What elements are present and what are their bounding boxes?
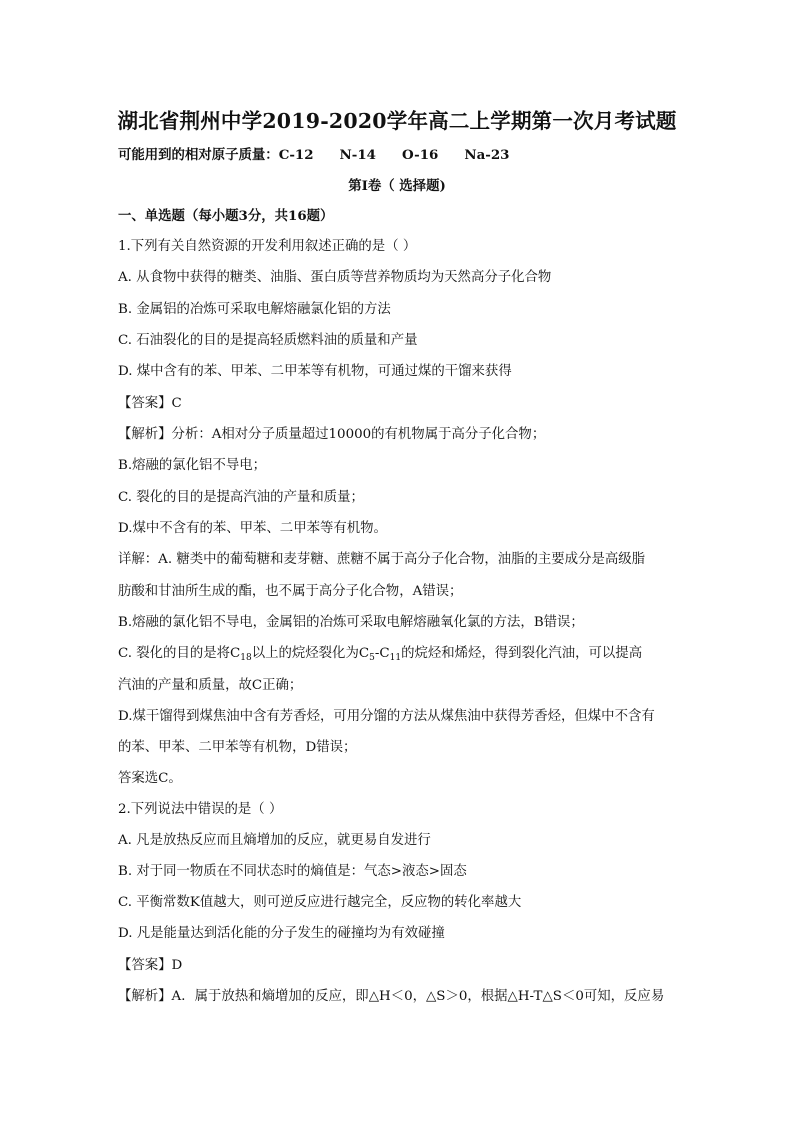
analysis-line: 肪酸和甘油所生成的酯，也不属于高分子化合物，A错误； (118, 584, 463, 599)
atomic-mass-item: O-16 (401, 147, 439, 163)
atomic-mass-item: C-12 (278, 147, 314, 163)
question-option: D. 凡是能量达到活化能的分子发生的碰撞均为有效碰撞 (118, 926, 445, 941)
question-stem: 2.下列说法中错误的是（ ） (118, 802, 283, 817)
question-option: A. 从食物中获得的糖类、油脂、蛋白质等营养物质均为天然高分子化合物 (118, 270, 552, 285)
atomic-mass-label: 可能用到的相对原子质量： (118, 147, 279, 163)
answer-line: 【答案】C (118, 396, 182, 411)
atomic-mass-item: Na-23 (464, 147, 510, 163)
part-header: 一、单选题（每小题3分，共16题） (118, 208, 334, 224)
question-option: B. 对于同一物质在不同状态时的熵值是：气态>液态>固态 (118, 864, 467, 879)
analysis-line: 详解：A. 糖类中的葡萄糖和麦芽糖、蔗糖不属于高分子化合物，油脂的主要成分是高级脂 (118, 552, 646, 567)
answer-line: 【答案】D (118, 958, 183, 973)
question-stem: 1.下列有关自然资源的开发利用叙述正确的是（ ） (118, 239, 417, 254)
question-option: D. 煤中含有的苯、甲苯、二甲苯等有机物，可通过煤的干馏来获得 (118, 364, 512, 379)
analysis-line: B.熔融的氯化铝不导电，金属铝的冶炼可采取电解熔融氧化氯的方法，B错误； (118, 615, 584, 630)
analysis-line: 【解析】分析：A相对分子质量超过10000的有机物属于高分子化合物； (118, 427, 546, 442)
question-option: A. 凡是放热反应而且熵增加的反应，就更易自发进行 (118, 833, 431, 848)
analysis-line: D.煤中不含有的苯、甲苯、二甲苯等有机物。 (118, 521, 387, 536)
section-title: 第I卷（ 选择题) (348, 178, 446, 194)
analysis-line-formula: C. 裂化的目的是将$C_{18}$以上的烷烃裂化为$C_5-C_{11}$的烷烃和烯烃，得到裂化汽油，可以提高 (118, 646, 643, 663)
page-title: 湖北省荆州中学2019-2020学年高二上学期第一次月考试题 (117, 109, 677, 133)
analysis-line: B.熔融的氯化铝不导电； (118, 458, 267, 473)
analysis-line: C. 裂化的目的是提高汽油的产量和质量； (118, 490, 364, 505)
question-option: C. 石油裂化的目的是提高轻质燃料油的质量和产量 (118, 333, 418, 348)
atomic-mass-item: N-14 (339, 147, 376, 163)
question-option: C. 平衡常数K值越大，则可逆反应进行越完全，反应物的转化率越大 (118, 895, 522, 910)
atomic-mass-line (118, 146, 509, 164)
analysis-line: D.煤干馏得到煤焦油中含有芳香烃，可用分馏的方法从煤焦油中获得芳香烃，但煤中不含有 (118, 709, 655, 724)
analysis-line: 的苯、甲苯、二甲苯等有机物，D错误； (118, 740, 357, 755)
analysis-line: 汽油的产量和质量，故C正确； (118, 678, 303, 693)
analysis-line: 答案选C。 (118, 771, 182, 786)
question-option: B. 金属铝的冶炼可采取电解熔融氯化铝的方法 (118, 302, 391, 317)
analysis-line: 【解析】A．属于放热和熵增加的反应，即△H＜0，△S＞0，根据△H-T△S＜0可知，反应易 (118, 989, 665, 1004)
